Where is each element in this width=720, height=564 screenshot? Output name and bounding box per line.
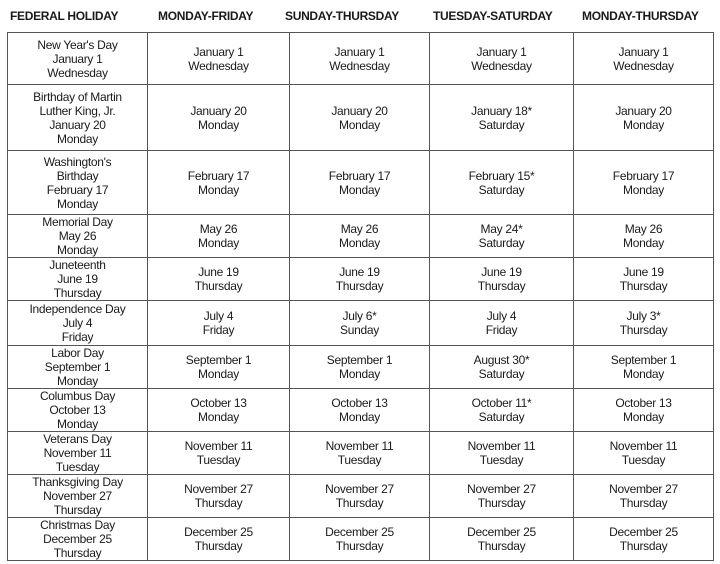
observed-date: January 20 [190,103,247,118]
schedule-cell [148,432,290,475]
observed-date: September 1 [610,353,677,367]
holiday-name: Independence Day [29,302,126,316]
observed-weekday: Saturday [478,236,525,250]
observed-date: November 11 [184,439,253,453]
table-row [8,215,714,258]
observed-date: January 1 [193,44,244,59]
observed-date: July 3* [626,309,661,323]
observed-weekday: Monday [339,367,380,381]
holiday-date: November 27 [43,489,112,503]
holiday-weekday: Monday [57,374,98,388]
observed-weekday: Monday [623,236,664,250]
observed-weekday: Saturday [478,117,525,132]
schedule-cell [430,151,574,215]
observed-date: June 19 [481,265,522,279]
holiday-cell [8,432,148,475]
observed-date: July 4 [486,309,517,323]
holiday-date: February 17 [46,182,109,197]
observed-weekday: Saturday [478,182,525,197]
observed-date: January 1 [618,44,669,59]
holiday-name: Juneteenth [49,258,106,272]
header-sunday-thursday: SUNDAY-THURSDAY [285,9,399,23]
schedule-cell [430,33,574,85]
observed-date: January 20 [331,103,388,118]
observed-date: May 26 [199,222,238,236]
observed-weekday: Monday [623,117,664,132]
holiday-name: Memorial Day [42,215,113,229]
holiday-weekday: Thursday [53,503,102,517]
holiday-name: Veterans Day [43,432,112,446]
schedule-cell [148,301,290,346]
schedule-cell [430,518,574,561]
holiday-name: Birthday of Martin [33,89,122,104]
schedule-cell [290,346,430,389]
holiday-name: Birthday [56,168,99,183]
holiday-weekday: Thursday [53,286,102,300]
holiday-cell [8,475,148,518]
holiday-weekday: Monday [57,196,98,211]
observed-date: September 1 [326,353,393,367]
observed-weekday: Thursday [619,323,668,337]
table-row [8,85,714,151]
schedule-cell [574,151,714,215]
observed-weekday: Monday [623,182,664,197]
schedule-cell [148,215,290,258]
observed-weekday: Thursday [194,279,243,293]
observed-date: December 25 [325,525,394,539]
observed-weekday: Monday [623,410,664,424]
header-federal-holiday: FEDERAL HOLIDAY [10,9,119,23]
holiday-name: Thanksgiving Day [32,475,123,489]
holiday-date: July 4 [62,316,93,330]
observed-date: June 19 [339,265,380,279]
observed-date: February 17 [328,168,391,183]
observed-weekday: Wednesday [188,58,249,73]
schedule-cell [574,33,714,85]
table-row [8,258,714,301]
observed-weekday: Thursday [194,539,243,553]
observed-date: November 11 [467,439,536,453]
observed-date: October 13 [190,396,247,410]
holiday-cell [8,85,148,151]
observed-weekday: Monday [339,182,380,197]
holiday-weekday: Monday [57,417,98,431]
schedule-cell [430,389,574,432]
schedule-cell [430,258,574,301]
observed-date: December 25 [467,525,536,539]
holiday-schedule-table [7,32,714,561]
holiday-weekday: Monday [57,243,98,257]
observed-weekday: Thursday [335,539,384,553]
observed-weekday: Saturday [478,410,525,424]
holiday-name: Christmas Day [40,518,115,532]
observed-weekday: Thursday [619,279,668,293]
observed-weekday: Wednesday [613,58,674,73]
observed-date: October 13 [331,396,388,410]
schedule-cell [290,475,430,518]
observed-weekday: Monday [198,367,239,381]
schedule-cell [290,301,430,346]
holiday-weekday: Monday [57,131,98,146]
observed-weekday: Thursday [477,496,526,510]
table-header [0,0,720,32]
observed-date: July 6* [342,309,377,323]
observed-date: December 25 [609,525,678,539]
holiday-weekday: Tuesday [55,460,100,474]
holiday-cell [8,346,148,389]
schedule-cell [430,432,574,475]
schedule-cell [290,258,430,301]
holiday-name: New Year's Day [37,37,118,52]
holiday-name: Washington's [43,154,112,169]
holiday-cell [8,258,148,301]
observed-date: June 19 [623,265,664,279]
observed-date: February 17 [612,168,675,183]
schedule-cell [290,151,430,215]
holiday-date: June 19 [57,272,98,286]
table-row [8,389,714,432]
observed-weekday: Monday [198,410,239,424]
observed-date: January 1 [476,44,527,59]
observed-date: November 27 [184,482,253,496]
observed-date: November 11 [325,439,394,453]
holiday-weekday: Wednesday [47,65,108,80]
schedule-cell [574,475,714,518]
schedule-cell [574,389,714,432]
table-row [8,33,714,85]
observed-date: January 18* [471,103,532,118]
schedule-cell [148,33,290,85]
holiday-cell [8,215,148,258]
observed-weekday: Wednesday [329,58,390,73]
header-monday-friday: MONDAY-FRIDAY [158,9,254,23]
holiday-name: Columbus Day [39,389,116,403]
observed-weekday: Friday [202,323,235,337]
holiday-cell [8,389,148,432]
observed-weekday: Thursday [335,279,384,293]
observed-weekday: Monday [339,236,380,250]
holiday-date: October 13 [49,403,106,417]
schedule-cell [148,389,290,432]
observed-date: May 26 [340,222,379,236]
schedule-cell [574,215,714,258]
schedule-cell [148,518,290,561]
observed-date: September 1 [185,353,252,367]
schedule-cell [148,85,290,151]
holiday-date: September 1 [44,360,111,374]
holiday-name: Labor Day [51,346,104,360]
observed-weekday: Tuesday [196,453,241,467]
holiday-cell [8,151,148,215]
holiday-weekday: Thursday [53,546,102,560]
observed-weekday: Monday [339,410,380,424]
holiday-date: November 11 [43,446,112,460]
observed-date: November 27 [609,482,678,496]
holiday-weekday: Friday [61,330,94,344]
table-row [8,301,714,346]
observed-weekday: Wednesday [471,58,532,73]
observed-weekday: Friday [485,323,518,337]
observed-date: November 11 [609,439,678,453]
holiday-cell [8,301,148,346]
table-row [8,432,714,475]
holiday-cell [8,33,148,85]
header-monday-thursday: MONDAY-THURSDAY [582,9,699,23]
holiday-cell [8,518,148,561]
schedule-cell [290,33,430,85]
table-row [8,346,714,389]
schedule-cell [430,346,574,389]
schedule-cell [290,389,430,432]
holiday-date: December 25 [43,532,112,546]
observed-date: October 13 [615,396,672,410]
observed-weekday: Thursday [194,496,243,510]
observed-weekday: Sunday [340,323,379,337]
observed-date: July 4 [203,309,234,323]
observed-date: January 1 [334,44,385,59]
schedule-cell [430,215,574,258]
schedule-cell [148,475,290,518]
schedule-cell [574,518,714,561]
header-tuesday-saturday: TUESDAY-SATURDAY [433,9,553,23]
holiday-date: January 20 [49,117,106,132]
observed-weekday: Tuesday [337,453,382,467]
schedule-cell [290,215,430,258]
schedule-cell [430,475,574,518]
observed-date: February 17 [187,168,250,183]
schedule-cell [574,432,714,475]
schedule-cell [430,301,574,346]
schedule-cell [574,85,714,151]
schedule-cell [430,85,574,151]
observed-weekday: Monday [339,117,380,132]
schedule-cell [290,85,430,151]
observed-weekday: Thursday [619,539,668,553]
observed-weekday: Thursday [335,496,384,510]
schedule-cell [148,258,290,301]
schedule-cell [290,432,430,475]
observed-weekday: Monday [198,236,239,250]
observed-date: November 27 [467,482,536,496]
observed-weekday: Monday [198,182,239,197]
observed-weekday: Monday [198,117,239,132]
schedule-cell [574,258,714,301]
observed-date: June 19 [198,265,239,279]
table-row [8,151,714,215]
observed-weekday: Monday [623,367,664,381]
table-row [8,518,714,561]
observed-date: December 25 [184,525,253,539]
observed-date: February 15* [468,168,535,183]
table-row [8,475,714,518]
observed-weekday: Thursday [619,496,668,510]
observed-date: August 30* [473,353,530,367]
holiday-date: January 1 [52,51,103,66]
schedule-cell [148,151,290,215]
holiday-name: Luther King, Jr. [39,103,116,118]
observed-date: October 11* [471,396,532,410]
observed-weekday: Saturday [478,367,525,381]
observed-date: January 20 [615,103,672,118]
observed-date: November 27 [325,482,394,496]
observed-weekday: Tuesday [479,453,524,467]
schedule-cell [574,301,714,346]
schedule-cell [148,346,290,389]
observed-date: May 26 [624,222,663,236]
holiday-date: May 26 [58,229,97,243]
observed-weekday: Tuesday [621,453,666,467]
observed-weekday: Thursday [477,539,526,553]
schedule-cell [290,518,430,561]
observed-date: May 24* [480,222,523,236]
schedule-cell [574,346,714,389]
observed-weekday: Thursday [477,279,526,293]
